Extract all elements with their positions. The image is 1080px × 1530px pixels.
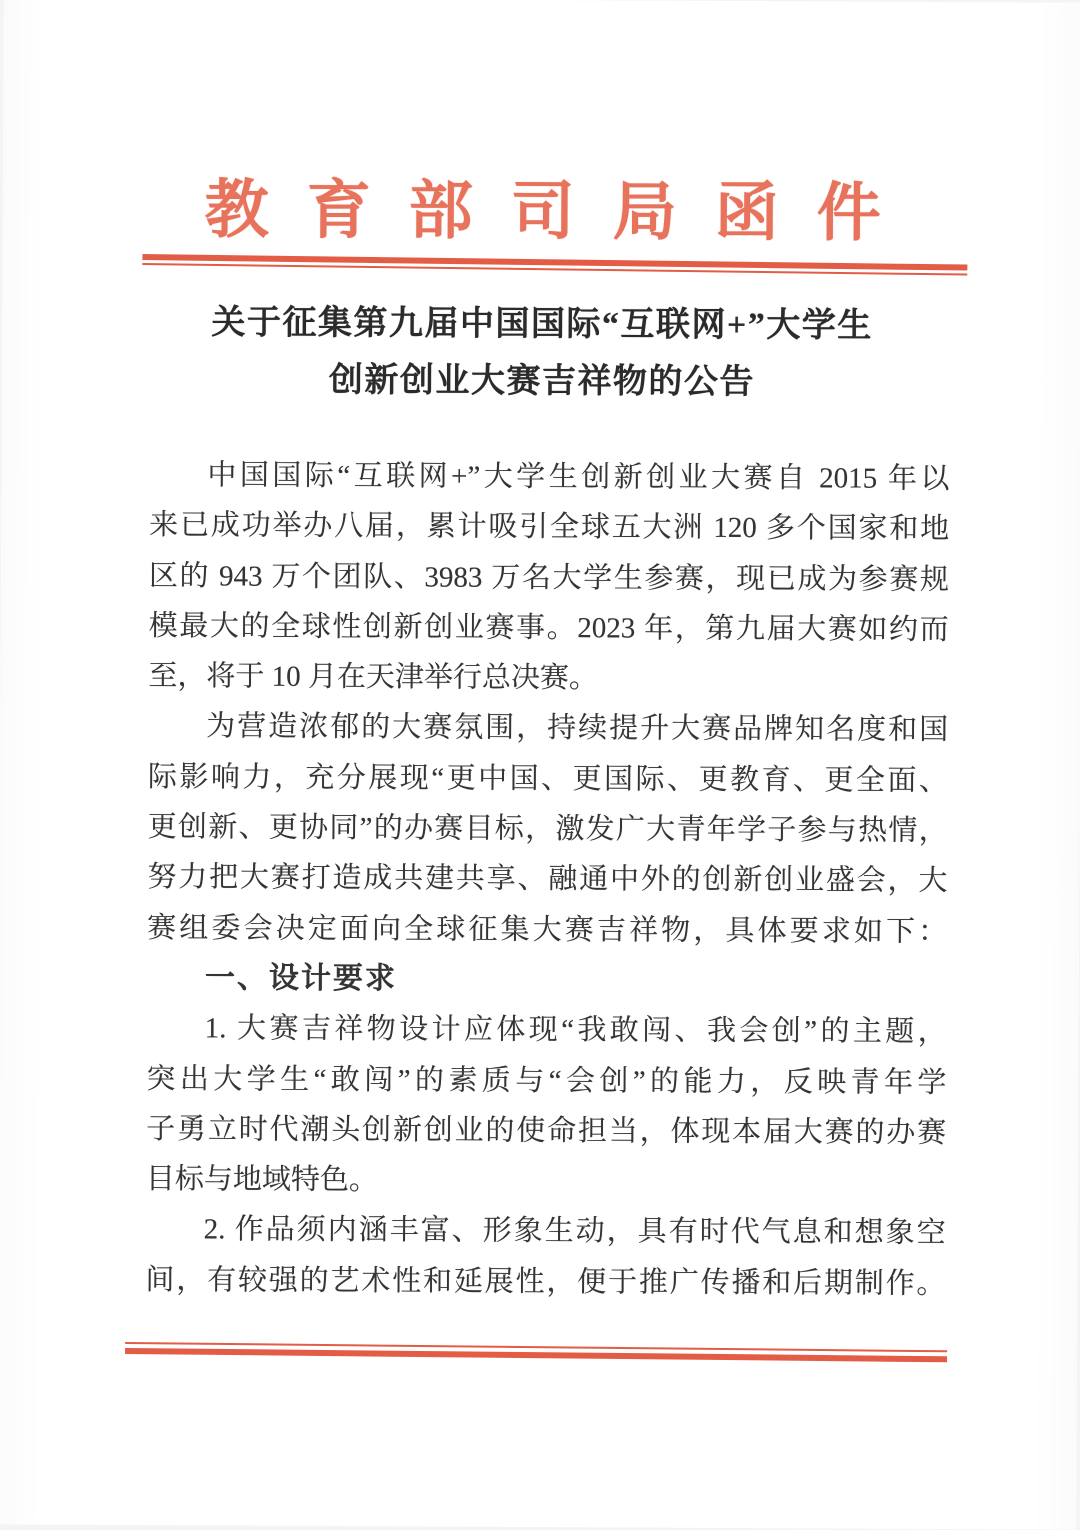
text-line: 赛组委会决定面向全球征集大赛吉祥物，具体要求如下：: [147, 911, 948, 948]
text-line: 至，将于 10 月在天津举行总决赛。: [148, 660, 599, 695]
text-line: 突出大学生“敢闯”的素质与“会创”的能力，反映青年学: [146, 1062, 947, 1099]
text-line: 努力把大赛打造成共建共享、融通中外的创新创业盛会，大: [147, 861, 948, 898]
text-line: 为营造浓郁的大赛氛围，持续提升大赛品牌知名度和国: [206, 710, 949, 747]
paragraph: [148, 450, 949, 705]
text-line: 来已成功举办八届，累计吸引全球五大洲 120 多个国家和地: [149, 509, 950, 546]
document-body: [145, 450, 949, 1309]
text-line: 目标与地域特色。: [145, 1163, 379, 1197]
text-line: 2. 作品须内涵丰富、形象生动，具有时代气息和想象空: [203, 1213, 946, 1250]
text-line: 一、设计要求: [204, 961, 398, 996]
paragraph: [145, 1205, 945, 1310]
text-line: 中国国际“互联网+”大学生创新创业大赛自 2015 年以: [207, 459, 950, 495]
paragraph: [147, 702, 948, 957]
text-line: 更创新、更协同”的办赛目标，激发广大青年学子参与热情，: [147, 811, 948, 848]
text-line: 模最大的全球性创新创业赛事。2023 年，第九届大赛如约而: [148, 609, 949, 646]
notice-title: [2, 293, 1080, 412]
text-line: 区的 943 万个团队、3983 万名大学生参赛，现已成为参赛规: [148, 559, 949, 596]
notice-title-line1: 关于征集第九届中国国际“互联网+”大学生: [211, 304, 873, 345]
section-heading: [147, 953, 947, 1007]
footer-divider: [125, 1342, 947, 1362]
paragraph: [146, 1003, 947, 1208]
letterhead-title: 教育部司局函件: [204, 174, 919, 249]
notice-title-line2: 创新创业大赛吉祥物的公告: [328, 361, 755, 402]
text-line: 1. 大赛吉祥物设计应体现“我敢闯、我会创”的主题，: [204, 1012, 947, 1049]
text-line: 间，有较强的艺术性和延展性，便于推广传播和后期制作。: [145, 1263, 946, 1300]
letterhead-divider: [142, 254, 967, 276]
text-line: 际影响力，充分展现“更中国、更国际、更教育、更全面、: [147, 760, 948, 797]
text-line: 子勇立时代潮头创新创业的使命担当，体现本届大赛的办赛: [146, 1112, 947, 1149]
